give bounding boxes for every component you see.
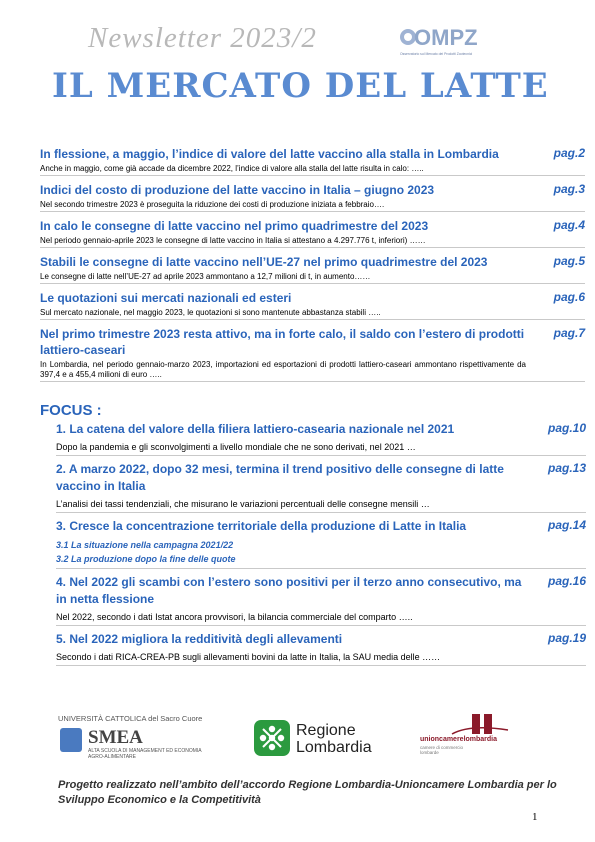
item-summary: In Lombardia, nel periodo gennaio-marzo 2023, importazioni ed esportazioni di prodotti lattiero-caseari ammontano rispettivamente da 397,4 e a 455,4 milioni di euro ….. — [40, 360, 526, 379]
focus-item[interactable] — [56, 461, 586, 513]
item-summary: Nel periodo gennaio-aprile 2023 le consegne di latte vaccino in Italia si attestano a 4.297.776 t, inferiori) …… — [40, 236, 426, 245]
focus-item-title[interactable]: 1. La catena del valore della filiera lattiero-casearia nazionale nel 2021 — [56, 422, 455, 436]
page-ref[interactable]: pag.4 — [553, 218, 585, 232]
newsletter-label: Newsletter 2023/2 — [88, 22, 317, 54]
regione-name: Regione Lombardia — [296, 722, 372, 756]
focus-item[interactable] — [56, 631, 586, 666]
omp-logo-subtitle: Osservatorio sul Mercato dei Prodotti Zootecnici — [400, 52, 473, 56]
partner-logos — [58, 714, 548, 766]
list-item[interactable] — [40, 218, 585, 248]
unioncamere-logo — [420, 714, 548, 766]
smea-name: SMEA — [88, 727, 143, 748]
page-ref[interactable]: pag.3 — [553, 182, 585, 196]
item-summary: Le consegne di latte nell’UE-27 ad aprile 2023 ammontano a 12,7 milioni di t, in aumento…… — [40, 272, 371, 281]
focus-item[interactable] — [56, 518, 586, 569]
focus-item-summary: Dopo la pandemia e gli sconvolgimenti a livello mondiale che ne sono derivati, nel 2021 … — [56, 442, 416, 452]
page-ref[interactable]: pag.5 — [553, 254, 585, 268]
page-ref[interactable]: pag.13 — [547, 461, 586, 475]
focus-item[interactable] — [56, 574, 586, 626]
unioncamere-subtitle: camere di commercio lombarde — [420, 745, 464, 755]
list-item[interactable] — [40, 254, 585, 284]
item-summary: Sul mercato nazionale, nel maggio 2023, le quotazioni si sono mantenute abbastanza stabili ….. — [40, 308, 381, 317]
item-title[interactable]: Le quotazioni sui mercati nazionali ed esteri — [40, 291, 292, 305]
item-title[interactable]: In calo le consegne di latte vaccino nel primo quadrimestre del 2023 — [40, 219, 429, 233]
focus-item-title[interactable]: 2. A marzo 2022, dopo 32 mesi, termina il trend positivo delle consegne di latte vaccino in Italia — [56, 462, 504, 493]
focus-list — [56, 421, 586, 671]
list-item[interactable] — [40, 326, 585, 382]
page-ref[interactable]: pag.16 — [547, 574, 586, 588]
focus-item-title[interactable]: 3. Cresce la concentrazione territoriale della produzione di Latte in Italia — [56, 519, 467, 533]
item-title[interactable]: Nel primo trimestre 2023 resta attivo, ma in forte calo, il saldo con l’estero di prodotti lattiero-caseari — [40, 327, 525, 357]
page-ref[interactable]: pag.14 — [547, 518, 586, 532]
item-title[interactable]: Indici del costo di produzione del latte vaccino in Italia – giugno 2023 — [40, 183, 435, 197]
focus-heading: FOCUS : — [40, 402, 102, 419]
regione-lombardia-logo — [254, 720, 384, 764]
focus-item-title[interactable]: 5. Nel 2022 migliora la redditività degli allevamenti — [56, 632, 343, 646]
smea-description: ALTA SCUOLA DI MANAGEMENT ED ECONOMIA AGRO-ALIMENTARE — [88, 748, 202, 760]
page-ref[interactable]: pag.2 — [553, 146, 585, 160]
regione-mark-icon — [254, 720, 290, 756]
page-ref[interactable]: pag.19 — [547, 631, 586, 645]
university-name: UNIVERSITÀ CATTOLICA del Sacro Cuore — [58, 714, 203, 723]
footer-note: Progetto realizzato nell’ambito dell’accordo Regione Lombardia-Unioncamere Lombardia per lo Sviluppo Economico e la Competitività — [58, 779, 557, 806]
page-ref[interactable]: pag.6 — [553, 290, 585, 304]
page-number: 1 — [532, 811, 538, 823]
item-summary: Nel secondo trimestre 2023 è proseguita la riduzione dei costi di produzione iniziata a febbraio…. — [40, 200, 385, 209]
list-item[interactable] — [40, 146, 585, 176]
shield-icon — [60, 728, 82, 752]
focus-item-summary: L’analisi dei tassi tendenziali, che misurano le variazioni percentuali delle consegne mensili … — [56, 499, 430, 509]
item-title[interactable]: Stabili le consegne di latte vaccino nell’UE-27 nel primo quadrimestre del 2023 — [40, 255, 488, 269]
page-ref[interactable]: pag.7 — [553, 326, 585, 340]
item-summary: Anche in maggio, come già accade da dicembre 2022, l’indice di valore alla stalla del latte risulta in calo: ….. — [40, 164, 424, 173]
contents-list — [40, 146, 585, 388]
focus-item-summary: Nel 2022, secondo i dati Istat ancora provvisori, la bilancia commerciale del comparto ….. — [56, 612, 413, 622]
focus-subsection-link[interactable]: 3.1 La situazione nella campagna 2021/22 — [56, 540, 234, 550]
list-item[interactable] — [40, 290, 585, 320]
omp-logo-text: OMPZ — [414, 25, 478, 50]
page-ref[interactable]: pag.10 — [547, 421, 586, 435]
focus-item[interactable] — [56, 421, 586, 456]
focus-item-title[interactable]: 4. Nel 2022 gli scambi con l’estero sono positivi per il terzo anno consecutivo, ma in netta flessione — [56, 575, 522, 606]
omp-logo — [398, 24, 490, 58]
unioncamere-name: unioncamerelombardia — [420, 736, 498, 743]
focus-item-summary: Secondo i dati RICA-CREA-PB sugli allevamenti bovini da latte in Italia, la SAU media delle …… — [56, 652, 441, 662]
focus-subsection-link[interactable]: 3.2 La produzione dopo la fine delle quote — [56, 554, 236, 564]
smea-logo — [58, 714, 218, 766]
page-title: IL MERCATO DEL LATTE — [52, 66, 549, 106]
unioncamere-mark-icon — [450, 714, 510, 736]
list-item[interactable] — [40, 182, 585, 212]
item-title[interactable]: In flessione, a maggio, l’indice di valore del latte vaccino alla stalla in Lombardia — [40, 147, 499, 161]
